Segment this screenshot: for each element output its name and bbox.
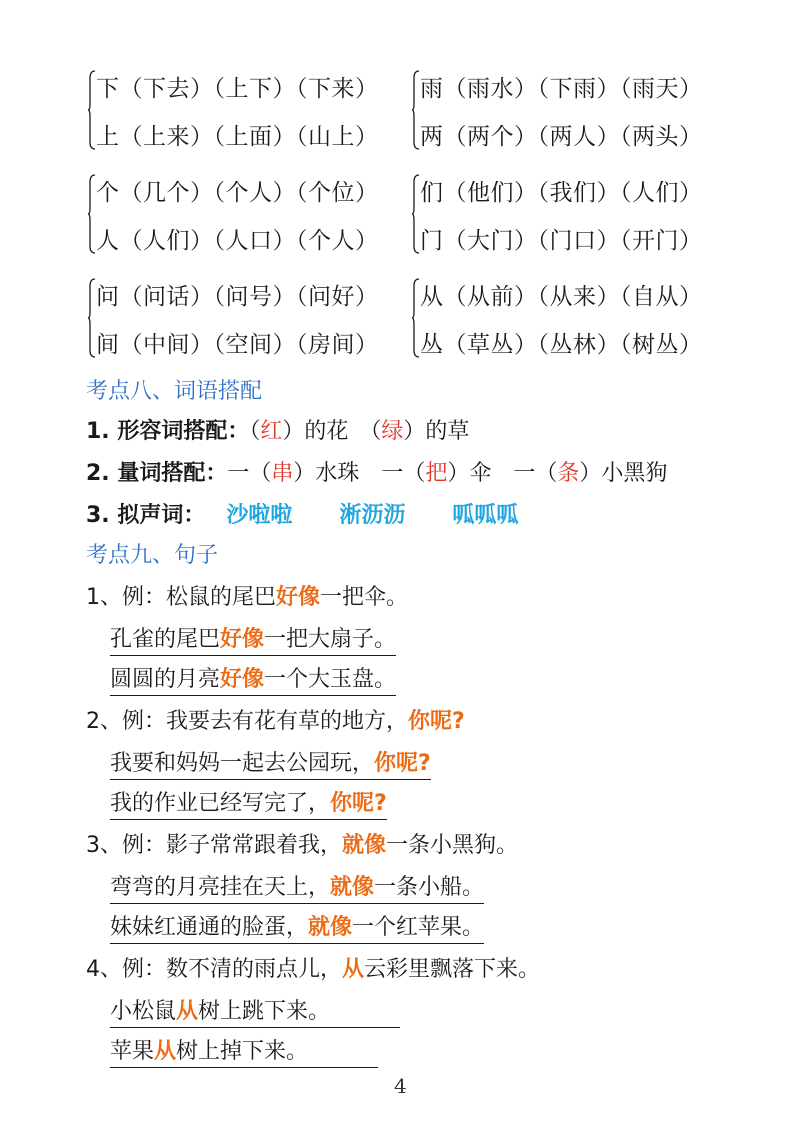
brace-icon — [88, 70, 96, 150]
char-line: 丛（草丛）（丛林）（树丛） — [420, 332, 703, 358]
char-line: 下（下去）（上下）（下来） — [96, 76, 379, 102]
keyword: 从 — [176, 999, 199, 1024]
char-line: 上（上来）（上面）（山上） — [96, 124, 379, 150]
answer-sentence: 孔雀的尾巴好像一把大扇子。 — [110, 622, 396, 656]
char-line: 从（从前）（从来）（自从） — [420, 284, 703, 310]
answer-sentence: 小松鼠从树上跳下来。 — [110, 994, 400, 1028]
answer-sentence: 我要和妈妈一起去公园玩，你呢? — [110, 746, 431, 780]
keyword: 就像 — [308, 915, 353, 940]
char-line: 们（他们）（我们）（人们） — [420, 180, 703, 206]
brace-icon — [412, 70, 420, 150]
answer-sentence: 苹果从树上掉下来。 — [110, 1034, 378, 1068]
measure-word-pairing: 2. 量词搭配：一（串）水珠 一（把）伞 一（条）小黑狗 — [86, 461, 668, 486]
example-sentence-1: 1、例：松鼠的尾巴好像一把伞。 — [86, 585, 409, 610]
onomatopoeia-word: 呱呱呱 — [452, 503, 519, 528]
keyword: 就像 — [330, 875, 375, 900]
answer-word: 红 — [260, 419, 283, 444]
keyword: 好像 — [276, 585, 321, 610]
page-number: 4 — [394, 1074, 407, 1098]
item-label: 1. 形容词搭配： — [86, 419, 250, 444]
answer-sentence: 妹妹红通通的脸蛋，就像一个红苹果。 — [110, 910, 484, 944]
brace-icon — [412, 174, 420, 254]
keyword: 从 — [342, 957, 365, 982]
keyword: 从 — [154, 1039, 177, 1064]
char-line: 问（问话）（问号）（问好） — [96, 284, 379, 310]
char-line: 个（几个）（个人）（个位） — [96, 180, 379, 206]
onomatopoeia-word: 沙啦啦 — [226, 503, 293, 528]
char-line: 间（中间）（空间）（房间） — [96, 332, 379, 358]
answer-word: 条 — [557, 461, 580, 486]
answer-word: 绿 — [381, 419, 404, 444]
answer-word: 串 — [271, 461, 294, 486]
keyword: 你呢? — [408, 709, 465, 734]
brace-icon — [88, 278, 96, 358]
brace-icon — [412, 278, 420, 358]
example-sentence-2: 2、例：我要去有花有草的地方，你呢? — [86, 709, 465, 734]
char-line: 门（大门）（门口）（开门） — [420, 228, 703, 254]
keyword: 就像 — [342, 833, 387, 858]
answer-sentence: 弯弯的月亮挂在天上，就像一条小船。 — [110, 870, 484, 904]
brace-icon — [88, 174, 96, 254]
onomatopoeia-word: 淅沥沥 — [339, 503, 406, 528]
keyword: 好像 — [220, 627, 265, 652]
answer-sentence: 圆圆的月亮好像一个大玉盘。 — [110, 662, 396, 696]
section-title-9: 考点九、句子 — [86, 543, 219, 568]
char-line: 雨（雨水）（下雨）（雨天） — [420, 76, 703, 102]
example-sentence-3: 3、例：影子常常跟着我，就像一条小黑狗。 — [86, 833, 519, 858]
char-line: 两（两个）（两人）（两头） — [420, 124, 703, 150]
keyword: 你呢? — [330, 791, 387, 816]
item-label: 3. 拟声词： — [86, 503, 206, 528]
answer-sentence: 我的作业已经写完了，你呢? — [110, 786, 387, 820]
item-label: 2. 量词搭配： — [86, 461, 228, 486]
adjective-pairing: 1. 形容词搭配：（红）的花 （绿）的草 — [86, 419, 470, 444]
onomatopoeia — [86, 498, 518, 529]
keyword: 好像 — [220, 667, 265, 692]
char-line: 人（人们）（人口）（个人） — [96, 228, 379, 254]
answer-word: 把 — [425, 461, 448, 486]
example-sentence-4: 4、例：数不清的雨点儿，从云彩里飘落下来。 — [86, 957, 541, 982]
section-title-8: 考点八、词语搭配 — [86, 379, 263, 404]
keyword: 你呢? — [374, 751, 431, 776]
